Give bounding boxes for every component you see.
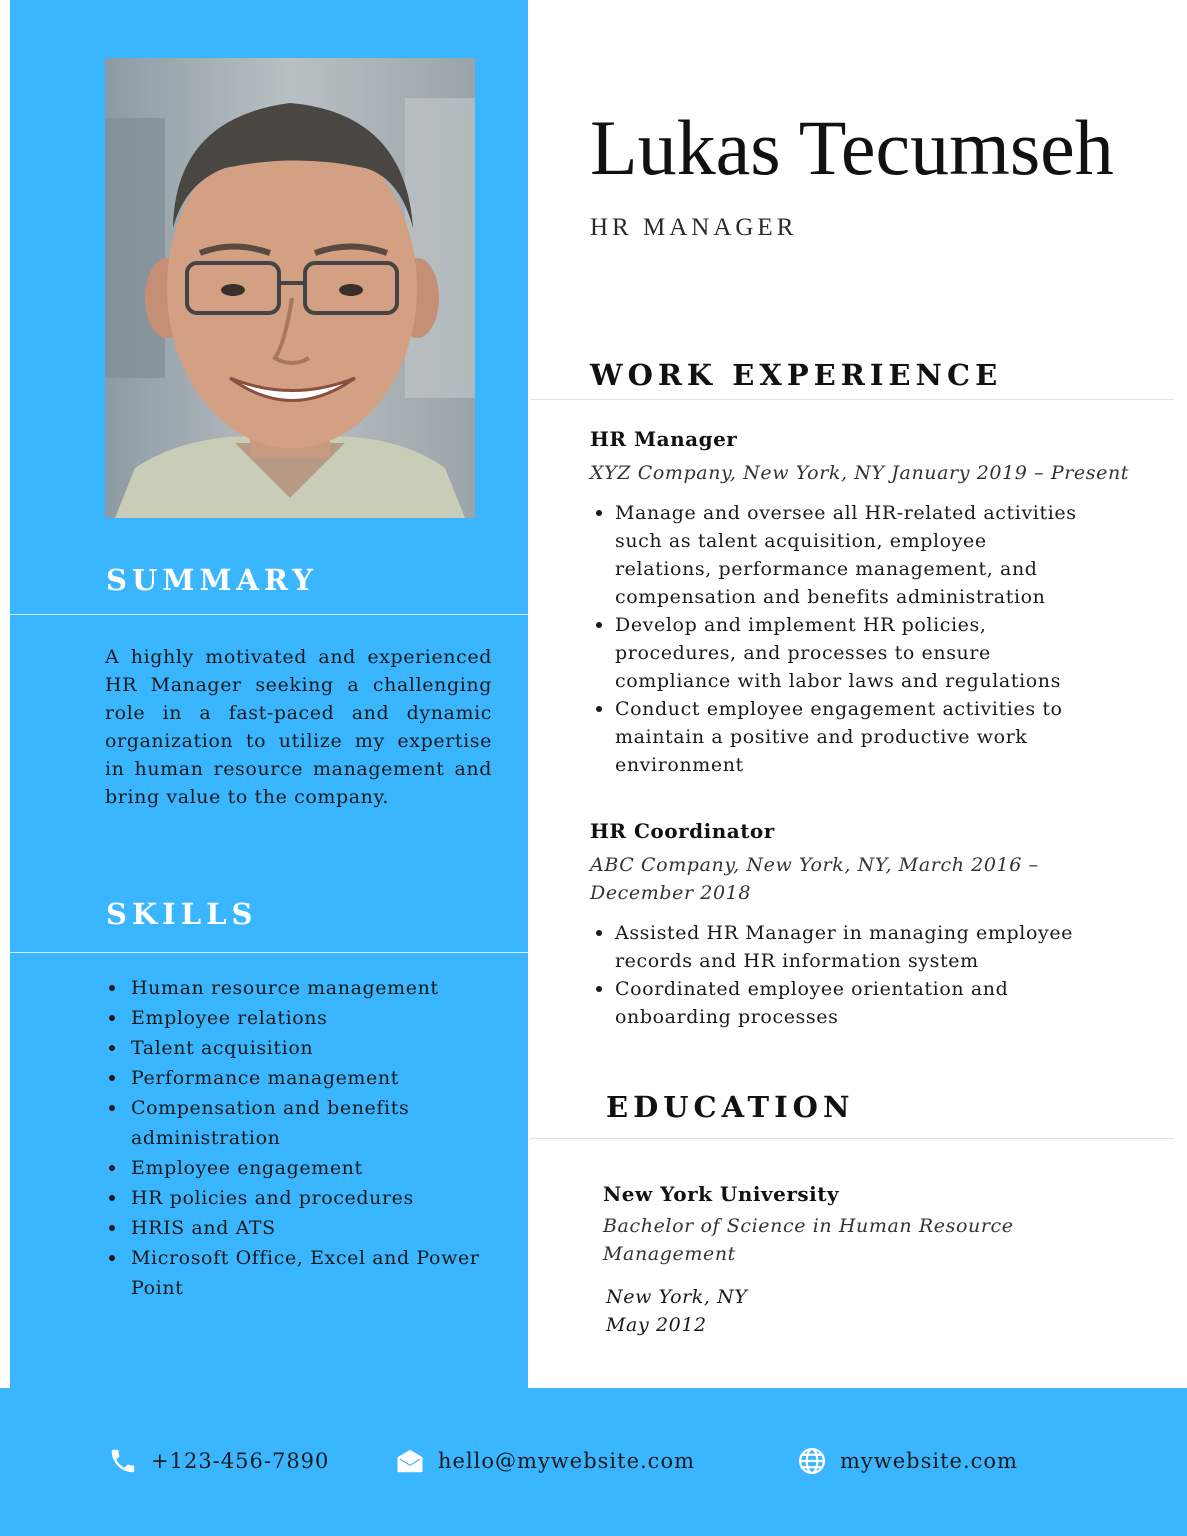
- contact-phone[interactable]: [108, 1446, 329, 1476]
- job-role: HR Coordinator: [590, 819, 775, 843]
- summary-text: A highly motivated and experienced HR Manager seeking a challenging role in a fast-paced and dynamic organization to utilize my expertise in human resource management and bring value to the company.: [105, 646, 492, 808]
- job-role: HR Manager: [590, 427, 738, 451]
- candidate-name: Lukas Tecumseh: [590, 104, 1114, 191]
- phone-icon: [108, 1446, 138, 1476]
- globe-icon: [797, 1446, 827, 1476]
- work-divider: [530, 399, 1174, 400]
- skills-divider: [10, 952, 528, 953]
- degree: Bachelor of Science in Human Resource Management: [603, 1215, 1014, 1265]
- school-location: New York, NY: [606, 1286, 748, 1308]
- work-experience-heading: WORK EXPERIENCE: [590, 358, 1003, 392]
- job-bullet: Conduct employee engagement activities to maintain a positive and productive work environment: [590, 695, 1080, 779]
- graduation-date: May 2012: [606, 1314, 707, 1336]
- skill-item: HR policies and procedures: [106, 1183, 506, 1213]
- skill-item: Compensation and benefits administration: [106, 1093, 506, 1153]
- envelope-icon: [395, 1446, 425, 1476]
- contact-website[interactable]: [797, 1446, 1018, 1476]
- email-address: hello@mywebsite.com: [438, 1449, 696, 1473]
- skill-item: Microsoft Office, Excel and Power Point: [106, 1243, 506, 1303]
- contact-email[interactable]: [395, 1446, 695, 1476]
- skill-item: Talent acquisition: [106, 1033, 506, 1063]
- portrait-illustration: [105, 58, 475, 518]
- job-bullets: [590, 499, 1080, 779]
- job-meta: XYZ Company, New York, NY January 2019 – Present: [590, 462, 1130, 484]
- education-divider: [530, 1138, 1174, 1139]
- school-name: New York University: [603, 1182, 840, 1206]
- profile-photo: [105, 58, 475, 518]
- education-heading: EDUCATION: [606, 1090, 855, 1124]
- job-meta: ABC Company, New York, NY, March 2016 – December 2018: [590, 854, 1039, 904]
- skill-item: Employee engagement: [106, 1153, 506, 1183]
- skills-list: [106, 973, 506, 1303]
- skill-item: HRIS and ATS: [106, 1213, 506, 1243]
- skill-item: Human resource management: [106, 973, 506, 1003]
- skills-heading: SKILLS: [106, 897, 258, 931]
- candidate-title: HR MANAGER: [590, 214, 798, 241]
- phone-number: +123-456-7890: [151, 1449, 330, 1473]
- job-bullet: Develop and implement HR policies, procedures, and processes to ensure compliance with labor laws and regulations: [590, 611, 1080, 695]
- website-url: mywebsite.com: [840, 1449, 1018, 1473]
- education-entry: [603, 1180, 1143, 1339]
- job-bullet: Coordinated employee orientation and onboarding processes: [590, 975, 1090, 1031]
- contact-footer: [0, 1388, 1187, 1536]
- job-bullet: Assisted HR Manager in managing employee records and HR information system: [590, 919, 1090, 975]
- job-bullet: Manage and oversee all HR-related activities such as talent acquisition, employee relations, performance management, and compensation and benefits administration: [590, 499, 1080, 611]
- skill-item: Employee relations: [106, 1003, 506, 1033]
- job-entry-hr-coordinator: [590, 817, 1074, 1031]
- skill-item: Performance management: [106, 1063, 506, 1093]
- summary-divider: [10, 614, 528, 615]
- job-entry-hr-manager: [590, 425, 1150, 779]
- summary-heading: SUMMARY: [106, 563, 318, 597]
- job-bullets: [590, 919, 1090, 1031]
